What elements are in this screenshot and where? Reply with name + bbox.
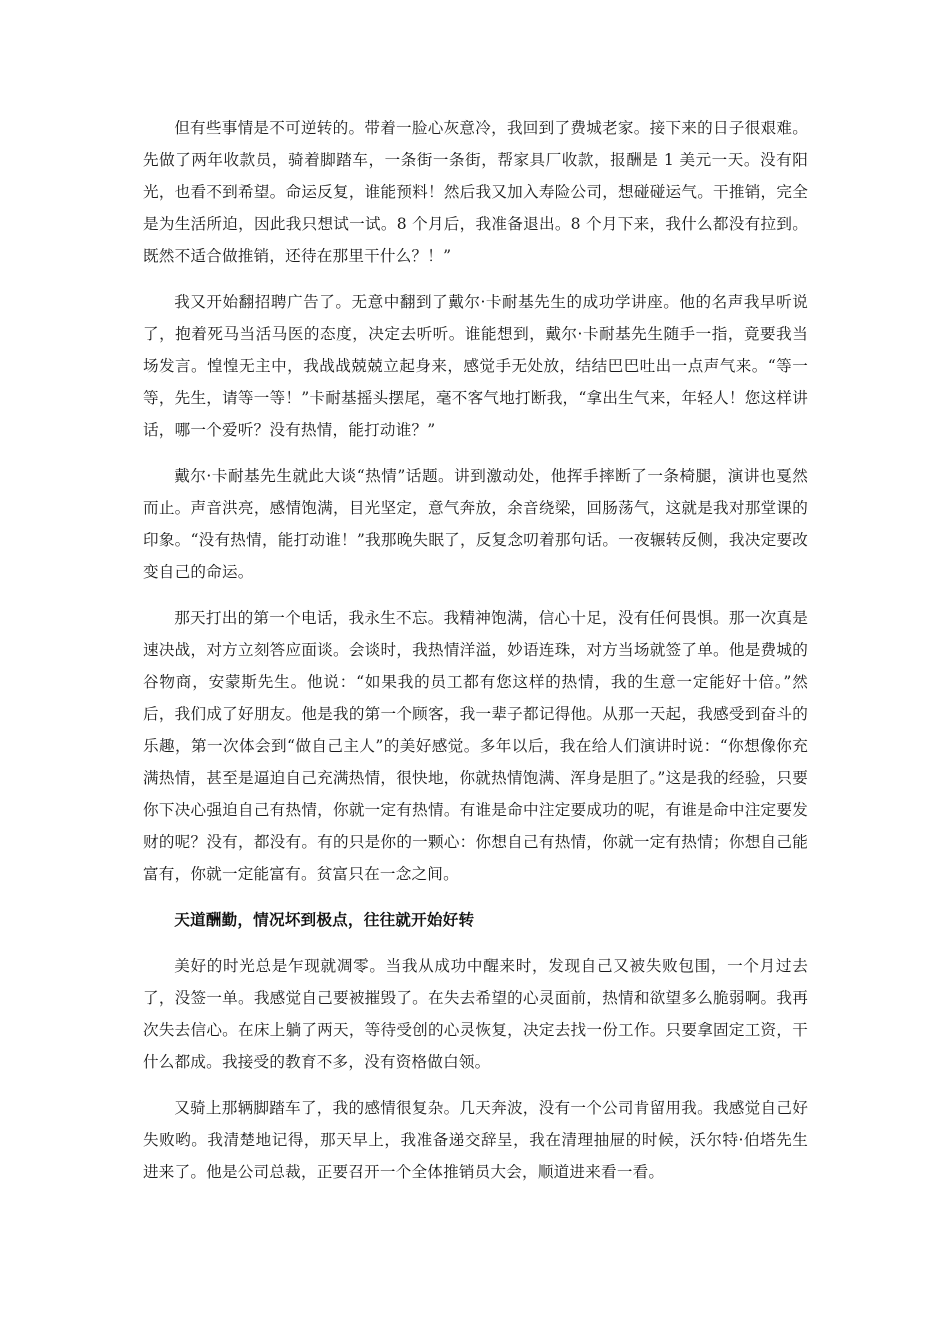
paragraph-carnegie-lecture: 我又开始翻招聘广告了。无意中翻到了戴尔·卡耐基先生的成功学讲座。他的名声我早听说了，抱着死马当活马医的态度，决定去听听。谁能想到，戴尔·卡耐基先生随手一指，竟要我当场发言。惶惶无主中，我战战兢兢立起身来，感觉手无处放，结结巴巴吐出一点声气来。“等一等，先生，请等一等！”卡耐基摇头摆尾，毫不客气地打断我，“拿出生气来，年轻人！您这样讲话，哪一个爱听？没有热情，能打动谁？” [143,293,808,439]
paragraph-failure-again: 美好的时光总是乍现就凋零。当我从成功中醒来时，发现自己又被失败包围，一个月过去了，没签一单。我感觉自己要被摧毁了。在失去希望的心灵面前，热情和欲望多么脆弱啊。我再次失去信心。在床上躺了两天，等待受创的心灵恢复，决定去找一份工作。只要拿固定工资，干什么都成。我接受的教育不多，没有资格做白领。 [143,957,808,1071]
paragraph-first-phone-call: 那天打出的第一个电话，我永生不忘。我精神饱满，信心十足，没有任何畏惧。那一次真是速决战，对方立刻答应面谈。会谈时，我热情洋溢，妙语连珠，对方当场就签了单。他是费城的谷物商，安蒙斯先生。他说：“如果我的员工都有您这样的热情，我的生意一定能好十倍。”然后，我们成了好朋友。他是我的第一个顾客，我一辈子都记得他。从那一天起，我感受到奋斗的乐趣，第一次体会到“做自己主人”的美好感觉。多年以后，我在给人们演讲时说：“你想像你充满热情，甚至是逼迫自己充满热情，很快地，你就热情饱满、浑身是胆了。”这是我的经验，只要你下决心强迫自己有热情，你就一定有热情。有谁是命中注定要成功的呢，有谁是命中注定要发财的呢？没有，都没有。有的只是你的一颗心：你想自己有热情，你就一定有热情；你想自己能富有，你就一定能富有。贫富只在一念之间。 [143,609,808,883]
paragraph-return-to-philadelphia: 但有些事情是不可逆转的。带着一脸心灰意冷，我回到了费城老家。接下来的日子很艰难。先做了两年收款员，骑着脚踏车，一条街一条街，帮家具厂收款，报酬是 1 美元一天。没有阳光，也看不到希望。命运反复，谁能预料！然后我又加入寿险公司，想碰碰运气。干推销，完全是为生活所迫，因此我只想试一试。8 个月后，我准备退出。8 个月下来，我什么都没有拉到。既然不适合做推销，还待在那里干什么？！” [143,119,808,265]
document-body [143,112,808,1202]
paragraph-enthusiasm-talk: 戴尔·卡耐基先生就此大谈“热情”话题。讲到激动处，他挥手摔断了一条椅腿，演讲也戛然而止。声音洪亮，感情饱满，目光坚定，意气奔放，余音绕梁，回肠荡气，这就是我对那堂课的印象。“没有热情，能打动谁！”我那晚失眠了，反复念叨着那句话。一夜辗转反侧，我决定要改变自己的命运。 [143,467,808,581]
paragraph-bicycle-again: 又骑上那辆脚踏车了，我的感情很复杂。几天奔波，没有一个公司肯留用我。我感觉自己好失败哟。我清楚地记得，那天早上，我准备递交辞呈，我在清理抽屉的时候，沃尔特·伯塔先生进来了。他是公司总裁，正要召开一个全体推销员大会，顺道进来看一看。 [143,1099,808,1181]
section-heading: 天道酬勤，情况坏到极点，往往就开始好转 [174,911,475,929]
